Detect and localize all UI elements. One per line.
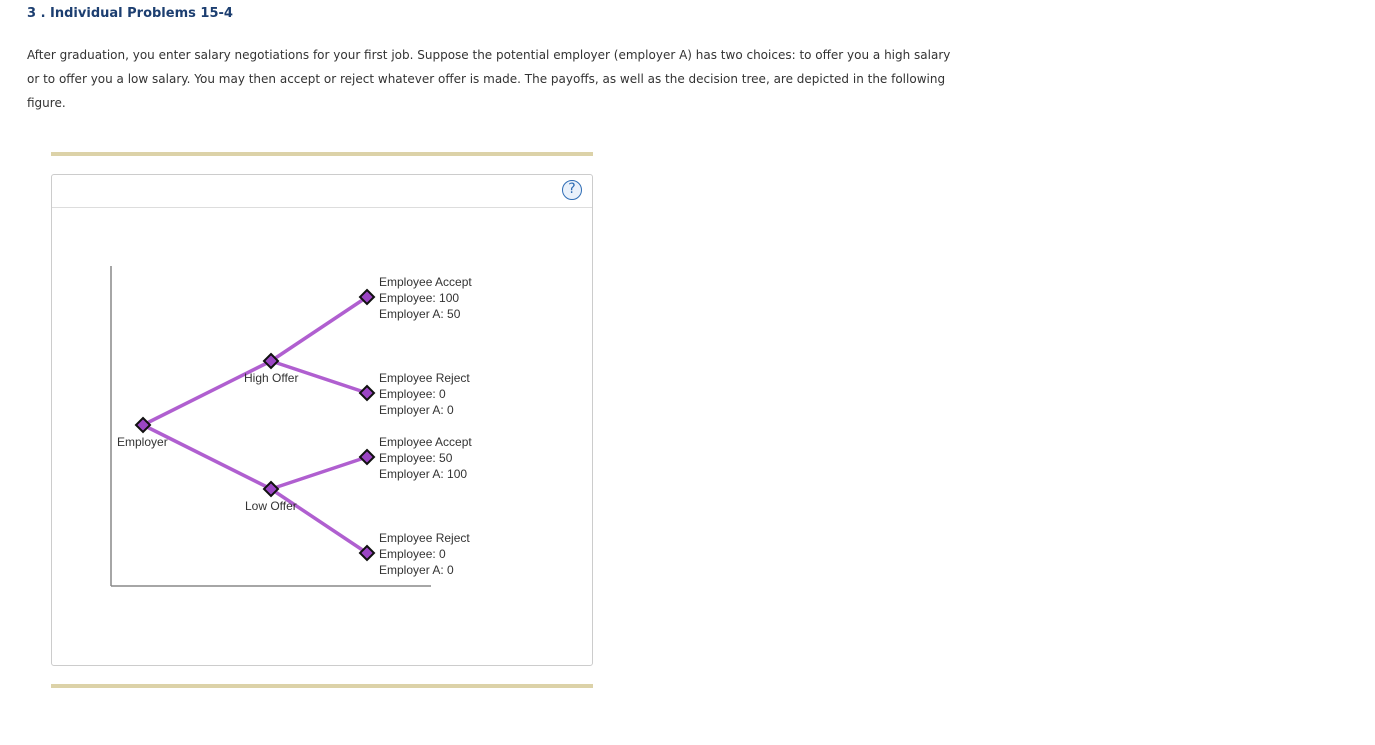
branch-low-accept bbox=[271, 457, 367, 489]
high-offer-label: High Offer bbox=[244, 371, 299, 385]
outcome-1-employee-payoff: Employee: 100 bbox=[379, 291, 460, 305]
outcome-2-employer-payoff: Employer A: 0 bbox=[379, 403, 454, 417]
outcome-node-3[interactable] bbox=[360, 450, 374, 464]
outcome-4-employee-payoff: Employee: 0 bbox=[379, 547, 446, 561]
outcome-4-employer-payoff: Employer A: 0 bbox=[379, 563, 454, 577]
outcome-4-action: Employee Reject bbox=[379, 531, 470, 545]
root-label: Employer bbox=[117, 435, 168, 449]
outcome-node-2[interactable] bbox=[360, 386, 374, 400]
low-offer-label: Low Offer bbox=[245, 499, 297, 513]
bottom-divider bbox=[51, 684, 593, 688]
outcome-3-employer-payoff: Employer A: 100 bbox=[379, 467, 468, 481]
help-icon[interactable]: ? bbox=[562, 180, 582, 200]
outcome-1-action: Employee Accept bbox=[379, 275, 472, 289]
problem-title: 3 . Individual Problems 15-4 bbox=[27, 6, 233, 21]
root-node[interactable] bbox=[136, 418, 150, 432]
problem-description: After graduation, you enter salary negotiations for your first job. Suppose the potential employer (employer A) has two choices: to offer you a high salary or to offer you a low salary. You may then accept or reject whatever offer is made. The payoffs, as well as the decision tree, are depicted in the following figure. bbox=[27, 48, 951, 110]
outcome-1-employer-payoff: Employer A: 50 bbox=[379, 307, 461, 321]
outcome-3-employee-payoff: Employee: 50 bbox=[379, 451, 453, 465]
outcome-3-action: Employee Accept bbox=[379, 435, 472, 449]
branch-high-accept bbox=[271, 297, 367, 361]
outcome-2-action: Employee Reject bbox=[379, 371, 470, 385]
outcome-2-employee-payoff: Employee: 0 bbox=[379, 387, 446, 401]
